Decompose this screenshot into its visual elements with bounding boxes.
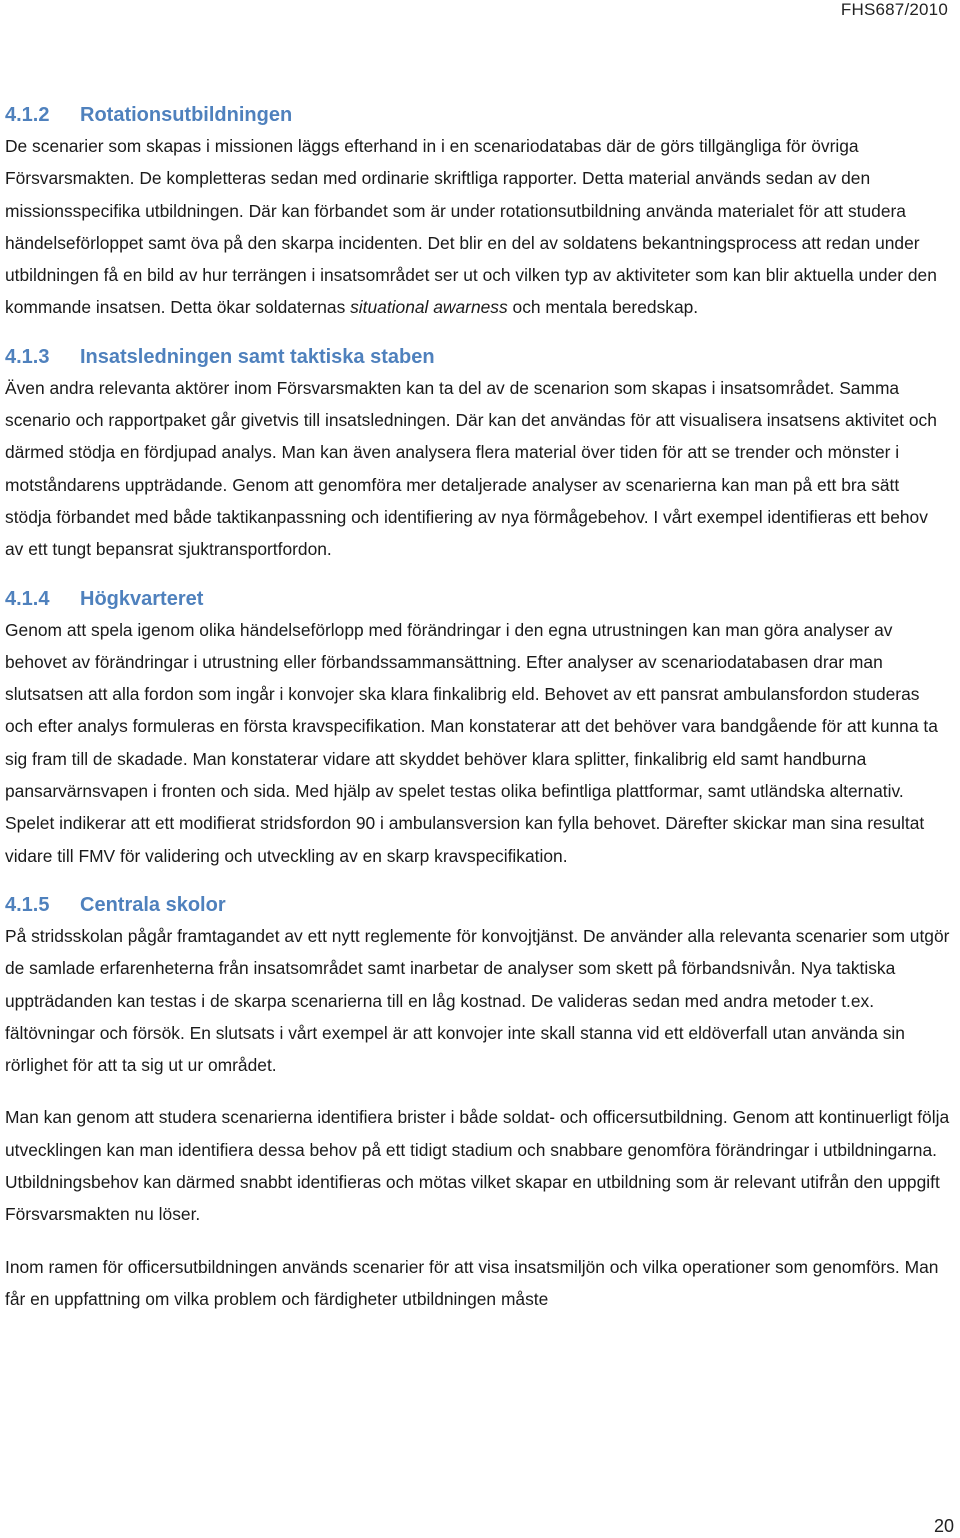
paragraph: På stridsskolan pågår framtagandet av ett nytt reglemente för konvojtjänst. De använder alla relevanta scenarier som utgör de samlade erfarenheterna från insatsområdet samt inarbetar de analyser som skett på förbandsnivån. Nya taktiska uppträdanden kan testas i de skarpa scenarierna till en låg kostnad. De valideras sedan med andra metoder t.ex. fältövningar och försök. En slutsats i vårt exempel är att konvojer inte skall stanna vid ett eldöverfall utan använda sin rörlighet för att ta sig ut ur området. bbox=[5, 925, 950, 1076]
section-title: Rotationsutbildningen bbox=[80, 104, 293, 126]
section-number: 4.1.4 bbox=[5, 587, 50, 610]
section-heading-insatsledningen bbox=[5, 342, 950, 372]
section-number: 4.1.5 bbox=[5, 893, 50, 916]
paragraph-text: De scenarier som skapas i missionen läggs efterhand in i en scenariodatabas där de görs tillgängliga för övriga Försvarsmakten. De kompletteras sedan med ordinarie skriftliga rapporter. Detta material används sedan av den missionsspecifika utbildningen. Där kan förbandet som är under rotationsutbildning använda materialet för att studera händelseförloppet samt öva på den skarpa incidenten. Det blir en del av soldatens bekantningsprocess att redan under utbildningen få en bild av hur terrängen i insatsområdet ser ut och vilken typ av aktiviteter som kan blir aktuella under den kommande insatsen. Detta ökar soldaternas bbox=[5, 136, 937, 318]
paragraph bbox=[5, 130, 950, 324]
paragraph-text: och mentala beredskap. bbox=[507, 297, 699, 318]
section-number: 4.1.3 bbox=[5, 345, 50, 368]
paragraph: Man kan genom att studera scenarierna identifiera brister i både soldat- och officersutbildning. Genom att kontinuerligt följa utvecklingen kan man identifiera dessa behov på ett tidigt stadium och snabbare genomföra förändringar i utbildningarna. Utbildningsbehov kan därmed snabbt identifieras och mötas vilket skapar en utbildning som är relevant utifrån den uppgift Försvarsmakten nu löser. bbox=[5, 1107, 950, 1225]
section-heading-centrala-skolor bbox=[5, 890, 950, 920]
section-title: Insatsledningen samt taktiska staben bbox=[80, 345, 435, 368]
section-heading-hogkvarteret bbox=[5, 584, 950, 614]
paragraph: Inom ramen för officersutbildningen används scenarier för att visa insatsmiljön och vilka operationer som genomförs. Man får en uppfattning om vilka problem och färdigheter utbildningen måste bbox=[5, 1256, 939, 1309]
document-header-id: FHS687/2010 bbox=[840, 0, 948, 19]
page-number: 20 bbox=[933, 1516, 954, 1536]
section-heading-rotationsutbildningen bbox=[5, 100, 950, 130]
paragraph: Genom att spela igenom olika händelseförlopp med förändringar i den egna utrustningen kan man göra analyser av behovet av förändringar i utrustning eller förbandssammansättning. Efter analyser av scenariodatabasen drar man slutsatsen att alla fordon som ingår i konvojer ska klara finkalibrig eld. Behovet av ett pansrat ambulansfordon studeras och efter analys formuleras en första kravspecifikation. Man konstaterar att det behöver vara bandgående för att kunna ta sig fram till de skadade. Man konstaterar vidare att skyddet behöver klara splitter, finkalibrig eld samt handburna pansarvärnsvapen i fronten och sida. Med hjälp av spelet testas olika befintliga plattformar, samt utländska alternativ. Spelet indikerar att ett modifierat stridsfordon 90 i ambulansversion kan fylla behovet. Därefter skickar man sina resultat vidare till FMV för validering och utveckling av en skarp kravspecifikation. bbox=[5, 619, 938, 866]
section-number: 4.1.2 bbox=[5, 104, 50, 126]
section-title: Högkvarteret bbox=[80, 587, 204, 610]
document-body bbox=[5, 100, 950, 1315]
section-title: Centrala skolor bbox=[80, 893, 226, 916]
emphasized-term: situational awarness bbox=[350, 297, 508, 318]
paragraph: Även andra relevanta aktörer inom Försvarsmakten kan ta del av de scenarion som skapas i insatsområdet. Samma scenario och rapportpaket går givetvis till insatsledningen. Där kan det användas för att visualisera insatsens aktivitet och därmed stödja en fördjupad analys. Man kan även analysera flera material över tiden för att se trender och mönster i motståndarens uppträdande. Genom att genomföra mer detaljerade analyser av scenarierna kan man på ett bra sätt stödja förbandet med både taktikanpassning och identifiering av nya förmågebehov. I vårt exempel identifieras ett behov av ett tungt bepansrat sjuktransportfordon. bbox=[5, 377, 937, 560]
